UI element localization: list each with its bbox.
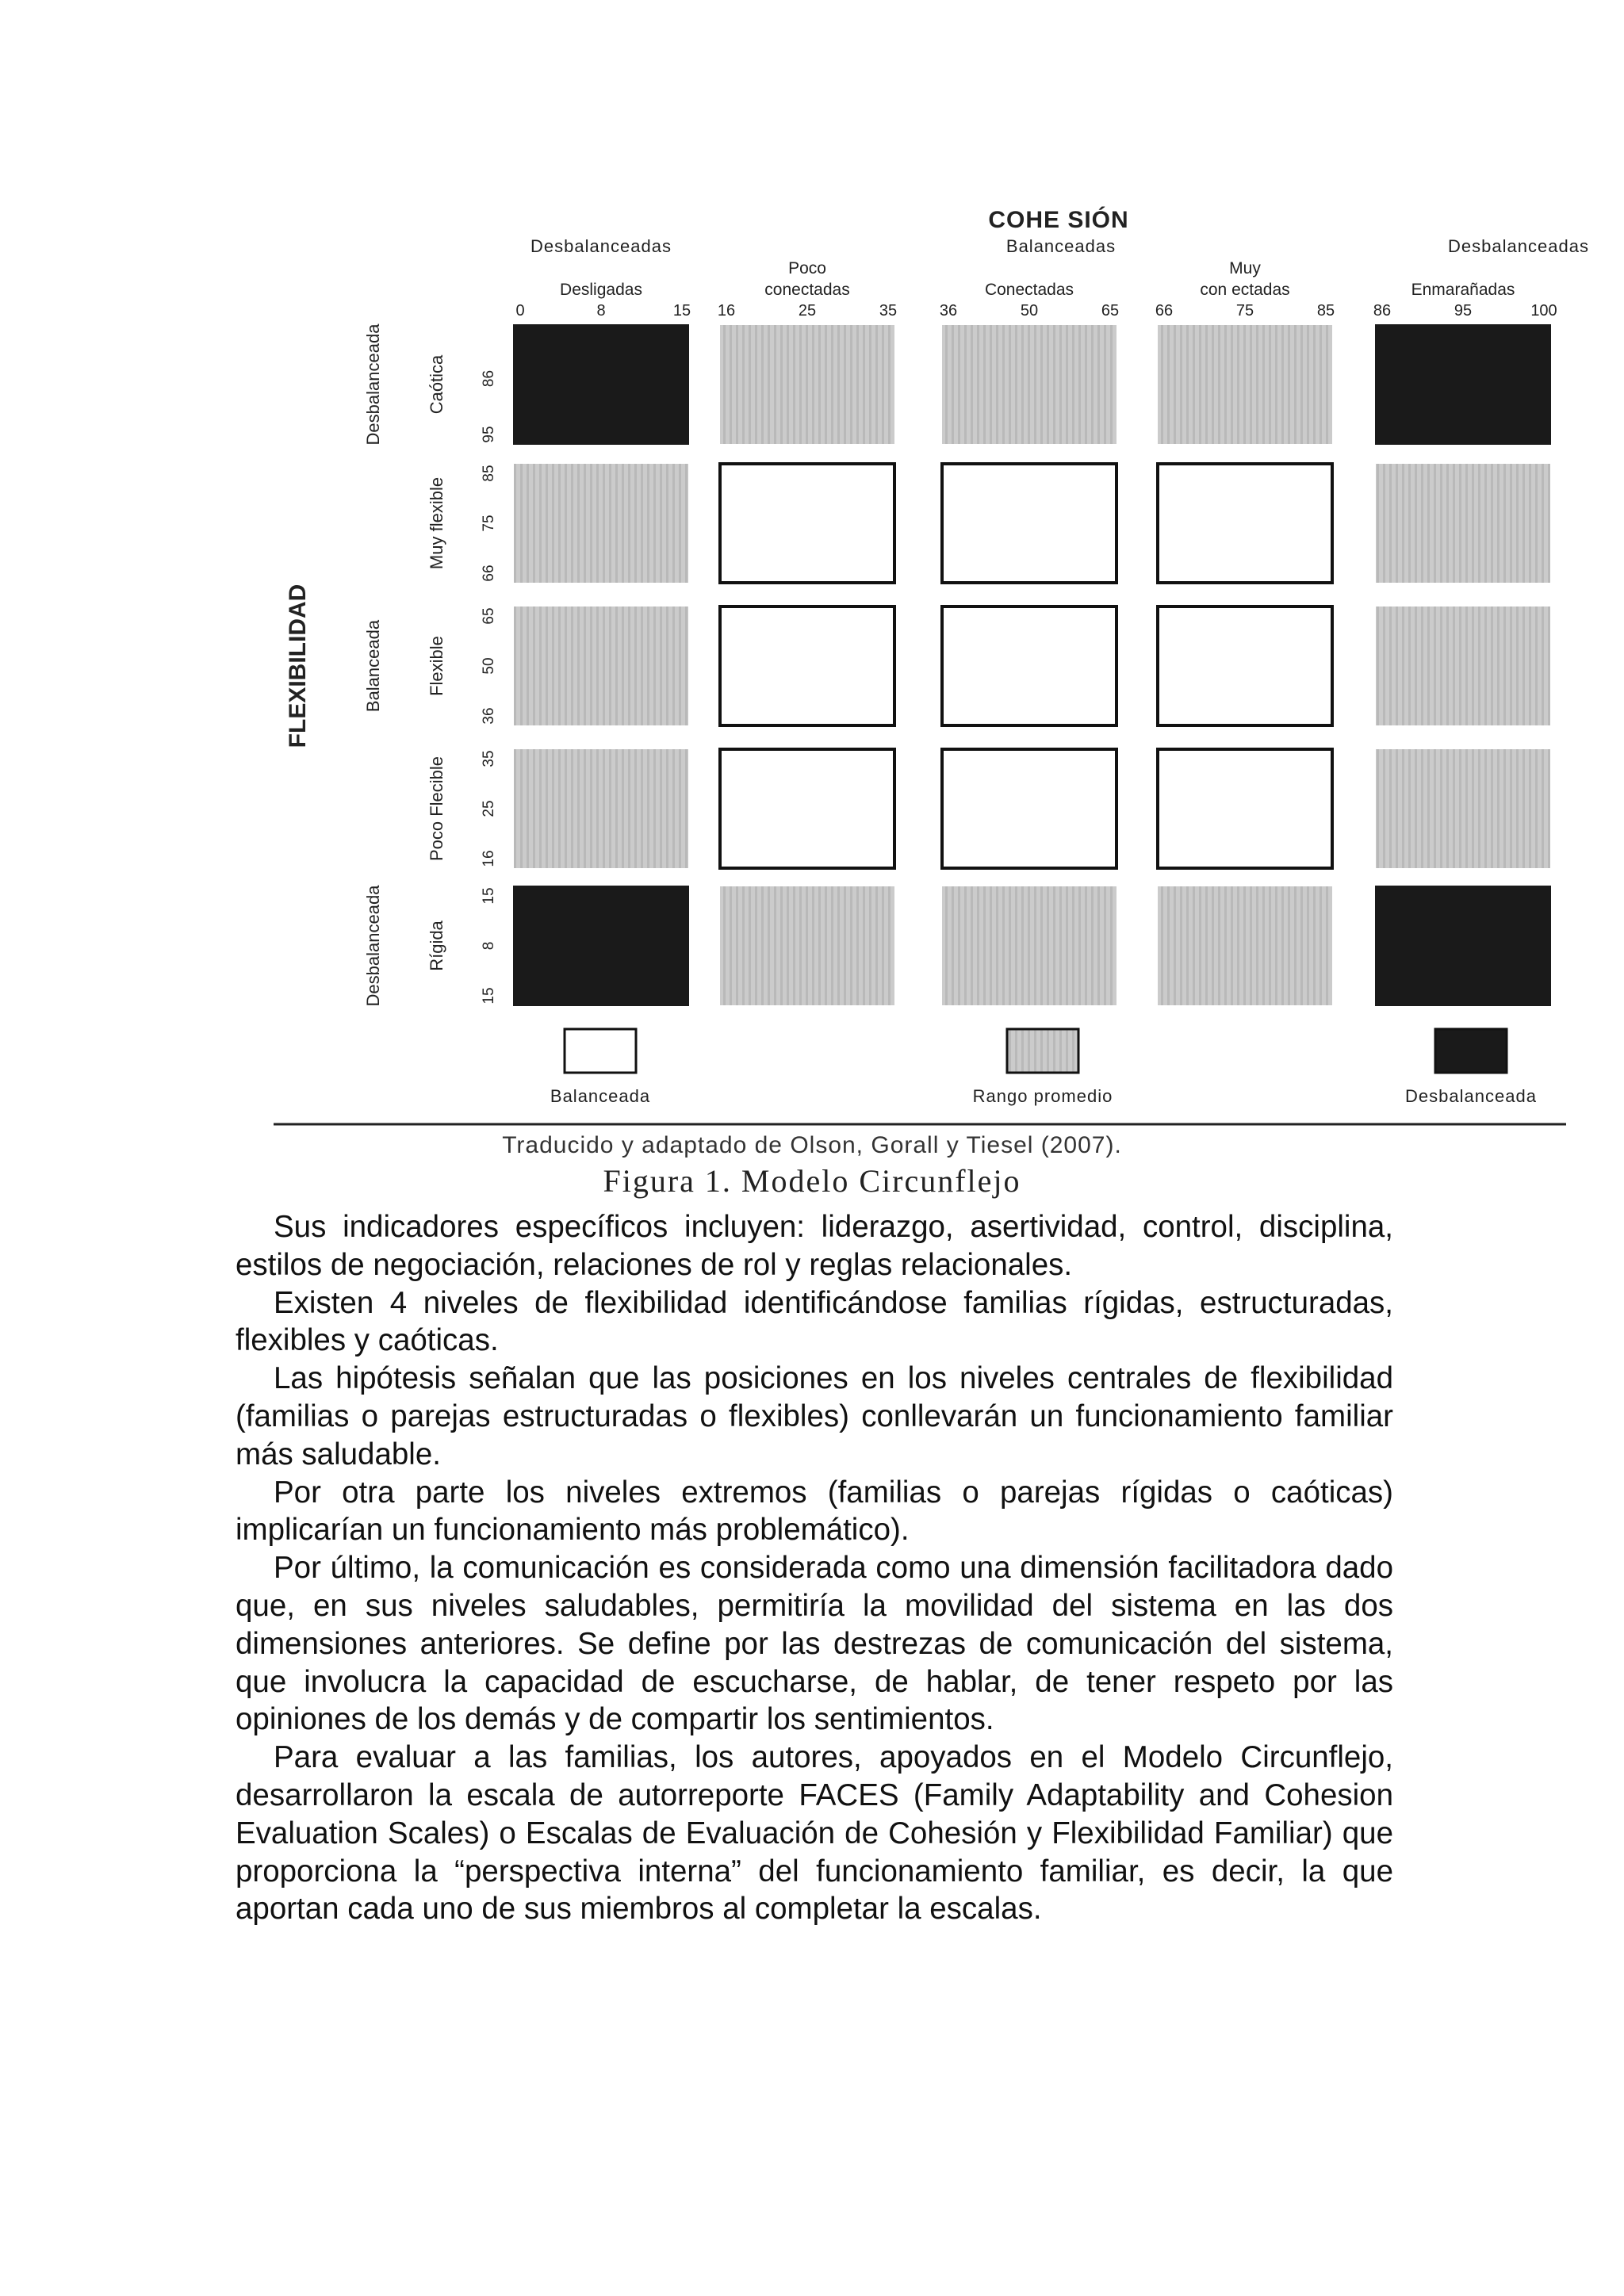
grid-cell-balanced <box>720 607 894 725</box>
grid-cell-mid <box>1376 464 1550 583</box>
grid-cell-mid <box>942 325 1116 444</box>
flexibility-level-label: Flexible <box>427 636 446 696</box>
flexibility-group-label: Balanceada <box>363 619 383 713</box>
grid-cell-mid <box>1158 886 1332 1005</box>
paragraph: Por último, la comunicación es considerada como una dimensión facilitadora dado que, en sus niveles saludables, permitiría la movilidad del sistema en las dos dimensiones anteriores. Se define por las destrezas de comunicación del sistema, que involucra la capacidad de escucharse, de hablar, de tener respeto por las opiniones de los demás y de compartir los sentimientos. <box>236 1551 1393 1737</box>
cohesion-tick-label: 25 <box>798 302 817 320</box>
grid-cell-mid <box>1376 749 1550 868</box>
cohesion-tick-label: 0 <box>515 302 525 320</box>
cohesion-tick-label: 95 <box>1454 302 1473 320</box>
flexibility-tick-label: 35 <box>481 750 497 767</box>
flexibility-level-label: Rígida <box>427 920 446 971</box>
grid-cell-unbalanced <box>514 325 688 444</box>
paragraph: Para evaluar a las familias, los autores, apoyados en el Modelo Circunflejo, desarrollaron la escala de autorreporte FACES (Family Adaptability and Cohesion Evaluation Scales) o Escalas de Evaluación de Cohesión y Flexibilidad Familiar) que proporciona la “perspectiva interna” del funcionamiento familiar, es decir, la que aportan cada uno de sus miembros al completar la escalas. <box>236 1740 1393 1927</box>
cohesion-level-label: con ectadas <box>1200 281 1290 299</box>
cohesion-group-label: Desbalanceadas <box>530 236 672 256</box>
flexibility-tick-label: 50 <box>481 657 497 675</box>
figure-caption: Figura 1. Modelo Circunflejo <box>603 1163 1021 1199</box>
cohesion-level-label: Enmarañadas <box>1411 281 1515 299</box>
grid-cell-mid <box>514 749 688 868</box>
cohesion-level-label: Conectadas <box>984 281 1074 299</box>
cohesion-group-label: Balanceadas <box>1005 236 1116 256</box>
flexibility-tick-label: 16 <box>481 850 497 867</box>
flexibility-group-label: Desbalanceada <box>363 885 383 1007</box>
cohesion-tick-label: 65 <box>1101 302 1120 320</box>
cohesion-tick-label: 36 <box>939 302 958 320</box>
grid-cell-balanced <box>1158 464 1332 583</box>
grid-cell-mid <box>942 886 1116 1005</box>
legend-swatch-unbalanced <box>1435 1029 1507 1073</box>
cohesion-tick-label: 85 <box>1316 302 1335 320</box>
flexibility-tick-label: 36 <box>481 707 497 725</box>
grid-cell-mid <box>514 607 688 725</box>
cohesion-level-label: Desligadas <box>560 281 642 299</box>
paragraph: Existen 4 niveles de flexibilidad identificándose familias rígidas, estructuradas, flexibles y caóticas. <box>236 1285 1393 1358</box>
grid-cell-balanced <box>1158 749 1332 868</box>
grid-cell-unbalanced <box>1376 325 1550 444</box>
flexibility-tick-label: 8 <box>481 941 497 951</box>
paragraph: Por otra parte los niveles extremos (familias o parejas rígidas o caóticas) implicarían un funcionamiento más problemático). <box>236 1475 1393 1548</box>
cohesion-tick-label: 15 <box>672 302 691 320</box>
grid-cell-unbalanced <box>514 886 688 1005</box>
cohesion-tick-label: 16 <box>717 302 736 320</box>
flexibility-level-label: Poco Flecible <box>427 756 446 862</box>
flexibility-level-label: Caótica <box>427 354 446 415</box>
figure-source: Traducido y adaptado de Olson, Gorall y Tiesel (2007). <box>502 1132 1122 1158</box>
cohesion-level-label: Muy <box>1229 259 1261 277</box>
grid-cell-mid <box>1158 325 1332 444</box>
flexibility-group-label: Desbalanceada <box>363 323 383 446</box>
flexibility-tick-label: 75 <box>481 515 497 532</box>
grid-cell-mid <box>720 325 894 444</box>
flexibility-tick-label: 15 <box>481 987 497 1004</box>
flexibility-tick-label: 85 <box>481 465 497 482</box>
grid-cell-balanced <box>720 464 894 583</box>
cohesion-tick-label: 35 <box>879 302 898 320</box>
paragraph: Las hipótesis señalan que las posiciones en los niveles centrales de flexibilidad (familias o parejas estructuradas o flexibles) conllevarán un funcionamiento familiar más saludable. <box>236 1361 1393 1471</box>
legend-swatch-balanced <box>565 1029 636 1073</box>
grid-cell-unbalanced <box>1376 886 1550 1005</box>
grid-cell-balanced <box>720 749 894 868</box>
flexibility-tick-label: 15 <box>481 887 497 905</box>
cohesion-tick-label: 86 <box>1373 302 1392 320</box>
cohesion-level-label: conectadas <box>764 281 850 299</box>
legend-label: Desbalanceada <box>1405 1086 1537 1106</box>
grid-cell-balanced <box>942 607 1116 725</box>
cohesion-tick-label: 66 <box>1155 302 1174 320</box>
cohesion-title: COHE SIÓN <box>988 207 1129 233</box>
flexibility-tick-label: 65 <box>481 607 497 625</box>
grid-cell-balanced <box>942 749 1116 868</box>
flexibility-tick-label: 86 <box>481 369 497 388</box>
cohesion-level-label: Poco <box>788 259 826 277</box>
flexibility-level-label: Muy flexible <box>427 476 446 570</box>
cohesion-tick-label: 75 <box>1235 302 1254 320</box>
cohesion-group-label: Desbalanceadas <box>1448 236 1589 256</box>
grid-cell-mid <box>1376 607 1550 725</box>
grid-cell-balanced <box>1158 607 1332 725</box>
cohesion-tick-label: 100 <box>1530 302 1557 320</box>
body-text <box>236 1208 1393 1928</box>
grid-cell-mid <box>720 886 894 1005</box>
flexibility-tick-label: 25 <box>481 800 497 817</box>
flexibility-title: FLEXIBILIDAD <box>285 584 311 748</box>
legend-label: Rango promedio <box>972 1086 1113 1106</box>
paragraph: Sus indicadores específicos incluyen: liderazgo, asertividad, control, disciplina, estilos de negociación, relaciones de rol y reglas relacionales. <box>236 1210 1393 1282</box>
cohesion-tick-label: 8 <box>596 302 606 320</box>
flexibility-tick-label: 66 <box>481 564 497 582</box>
grid-cell-balanced <box>942 464 1116 583</box>
circumplex-grid <box>0 0 1624 1142</box>
cohesion-tick-label: 50 <box>1020 302 1039 320</box>
legend-swatch-mid <box>1007 1029 1078 1073</box>
legend-label: Balanceada <box>550 1086 651 1106</box>
flexibility-tick-label: 95 <box>481 426 497 443</box>
grid-cell-mid <box>514 464 688 583</box>
